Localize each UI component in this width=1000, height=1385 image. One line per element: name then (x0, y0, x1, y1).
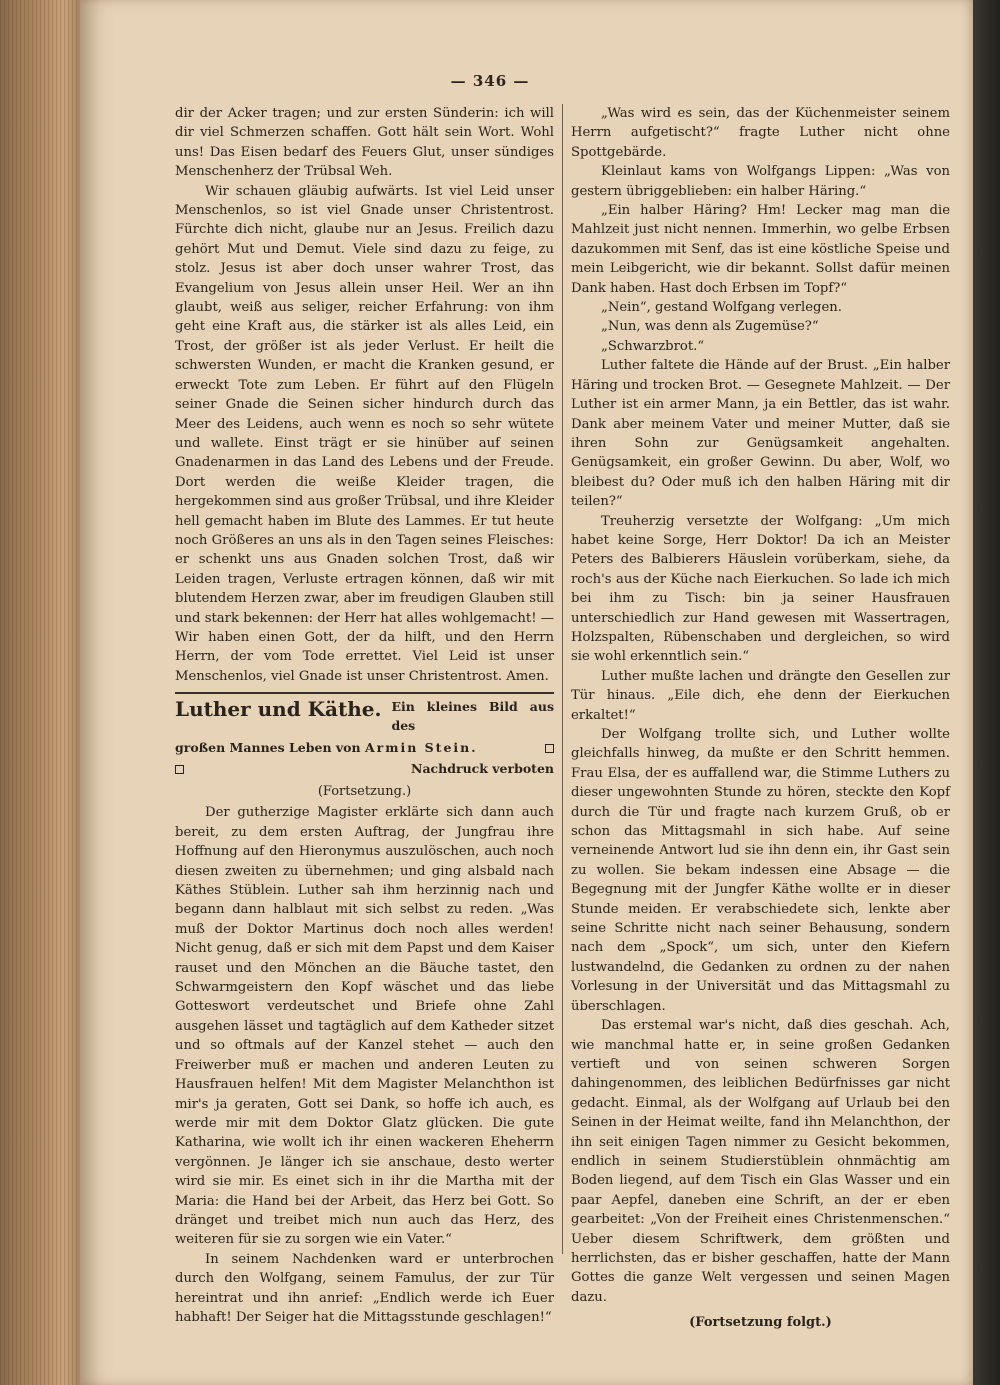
section-divider (175, 692, 554, 694)
article-paragraph: „Schwarzbrot.“ (601, 338, 705, 354)
page-edge-shadow (973, 0, 1000, 1385)
continued-notice: (Fortsetzung folgt.) (689, 1315, 832, 1331)
article-byline (175, 738, 554, 757)
article-paragraph: Das erstemal war's nicht, daß dies geschah. Ach, wie manchmal hatte er, in seine großen Gedanken vertieft und von seinen schweren Sorgen dahingenommen, des leiblichen Bedürfnisses gar nicht gedacht. Einmal, als der Wolfgang auf Urlaub bei den Seinen in der Heimat weilte, fand ihn Melanchthon, der ihn seit einigen Tagen nimmer zu Gesicht bekommen, endlich in seinem Studierstüblein ohnmächtig am Boden liegend, auf dem Tisch ein Glas Wasser und ein paar Aepfel, daneben eine Schrift, an der er eben gearbeitet: „Von der Freiheit eines Christenmenschen.“ Ueber diesem Schriftwerk, dem größten und herrlichsten, das er bisher geschaffen, hatte der Mann Gottes die ganze Welt vergessen und seinen Magen dazu. (571, 1018, 950, 1305)
article-paragraph: „Nun, was denn als Zugemüse?“ (601, 319, 819, 335)
article-paragraph: Luther mußte lachen und drängte den Gesellen zur Tür hinaus. „Eile dich, ehe denn der Eierkuchen erkaltet!“ (571, 668, 950, 723)
page-number: — 346 — (450, 72, 530, 90)
article-paragraph: „Nein“, gestand Wolfgang verlegen. (601, 300, 842, 316)
article-paragraph: „Was wird es sein, das der Küchenmeister seinem Herrn aufgetischt?“ fragte Luther nicht ohne Spottgebärde. (571, 106, 950, 160)
article-title: Luther und Käthe. (175, 698, 382, 722)
article-paragraph: Der gutherzige Magister erklärte sich dann auch bereit, zu dem ersten Auftrag, der Jungfrau ihre Hoffnung auf den Hieronymus auszulöschen, auch noch diesen zweiten zu übernehmen; und ging alsbald nach Käthes Stüblein. Luther sah ihm herzinnig nach und begann dann halblaut mit sich selbst zu reden. „Was muß der Doktor Martinus doch noch alles werden! Nicht genug, daß er sich mit dem Papst und dem Kaiser rauset und den Mönchen an die Bäuche tastet, den Schwarmgeistern den Kopf wäschet und das liebe Gotteswort verdeutschet und Briefe ohne Zahl ausgehen lässet und tagtäglich auf dem Katheder sitzet und so oftmals auf der Kanzel stehet — auch den Freiwerber muß er machen und anderen Leuten zu Hausfrauen helfen! Mit dem Magister Melanchthon ist mir's ja geraten, Gott sei Dank, so hoffe ich auch, es werde mir mit dem Doktor Glatz glücken. Die gute Katharina, wie wollt ich ihr einen wackeren Eheherrn vergönnen. Je länger ich sie anschaue, desto werter wird sie mir. Es einet sich in ihr die Martha mit der Maria: die Hand bei der Arbeit, das Herz bei Gott. So dränget und treibet mich nun auch das Herz, des weiteren für sie zu sorgen wie ein Vater.“ (175, 805, 554, 1248)
column-divider (562, 104, 563, 1254)
continuation-label: (Fortsetzung.) (317, 784, 412, 799)
left-column (175, 104, 554, 1327)
sermon-paragraph: dir der Acker tragen; und zur ersten Sünderin: ich will dir viel Schmerzen schaffen. Gott hält sein Wort. Wohl uns! Das Eisen bedarf des Feuers Glut, unser sündiges Menschenherz der Trübsal Weh. (175, 106, 554, 180)
article-paragraph: Kleinlaut kams von Wolfgangs Lippen: „Was von gestern übriggeblieben: ein halber Häring.“ (571, 164, 950, 199)
article-paragraph: In seinem Nachdenken ward er unterbrochen durch den Wolfgang, seinem Famulus, der zur Tür hereintrat und ihn anrief: „Endlich werde ich Euer habhaft! Der Seiger hat die Mittagsstunde geschlagen!“ (175, 1251, 554, 1325)
article-subtitle-continued: großen Mannes Leben von (175, 740, 361, 756)
sermon-paragraph: Wir schauen gläubig aufwärts. Ist viel Leid unser Menschenlos, so ist viel Gnade unser Christentrost. Fürchte dich nicht, glaube nur an Jesus. Freilich dazu gehört Mut und Demut. Viele sind dazu zu feige, zu stolz. Jesus ist aber doch unser wahrer Trost, das Evangelium von Jesus allein unser Heil. Wer an ihn glaubt, weiß aus seliger, reicher Erfahrung: von ihm geht eine Kraft aus, die stärker ist als alles Leid, ein Trost, der größer ist als jeder Verlust. Er heilt die schwersten Wunden, er macht die Kranken gesund, er erweckt Tote zum Leben. Er führt auf den Flügeln seiner Gnade die Seinen sicher hindurch durch das Meer des Leidens, auch wenn es noch so sehr wütete und wallete. Einst trägt er sie hinüber auf seinen Gnadenarmen in das Land des Lebens und der Freude. Dort werden die weiße Kleider tragen, die hergekommen sind aus großer Trübsal, und ihre Kleider hell gemacht haben im Blute des Lammes. Er tut heute noch Größeres an uns als in den Tagen seines Fleisches: er schenkt uns aus Gnaden solchen Trost, daß wir Leiden tragen, Verluste ertragen können, daß wir mit blutendem Herzen zwar, aber im freudigen Glauben still und stark bekennen: der Herr hat alles wohlgemacht! — Wir haben einen Gott, der da hilft, und den Herrn Herrn, der vom Tode errettet. Viel Leid ist unser Menschenlos, viel Gnade ist unser Christentrost. Amen. (175, 183, 554, 684)
article-paragraph: Luther faltete die Hände auf der Brust. „Ein halber Häring und trocken Brot. — Gesegnete Mahlzeit. — Der Luther ist ein armer Mann, ja ein Bettler, das ist wahr. Dank aber meinem Vater und meiner Mutter, daß sie ihren Sohn zur Genügsamkeit angehalten. Genügsamkeit, ein großer Gewinn. Du aber, Wolf, wo bleibest du? Oder muß ich den halben Häring mit dir teilen?“ (571, 358, 950, 510)
reprint-notice: Nachdruck verboten (411, 760, 554, 776)
article-paragraph: Treuherzig versetzte der Wolfgang: „Um mich habet keine Sorge, Herr Doktor! Da ich an Meister Peters des Balbierers Häuslein vorüberkam, siehe, da roch's aus der Küche nach Eierkuchen. So lade ich mich bei ihm zu Tisch: bin ja seiner Hausfrauen unterschiedlich zur Hand gewesen mit Wassertragen, Holzspalten, Rübenschaben und dergleichen, so wird sie wohl erkenntlich sein.“ (571, 513, 950, 665)
article-author: Armin Stein. (364, 740, 478, 756)
square-ornament-icon (545, 744, 554, 753)
right-column (571, 104, 950, 1333)
book-spine (0, 0, 80, 1385)
article-notice-row (175, 759, 554, 778)
article-subtitle: Ein kleines Bild aus des (391, 699, 554, 734)
article-paragraph: „Ein halber Häring? Hm! Lecker mag man die Mahlzeit just nicht nennen. Immerhin, wo gelbe Erbsen dazukommen mit Senf, das ist eine köstliche Speise und mein Leibgericht, wie dir bekannt. Sollst dafür meinen Dank haben. Hast doch Erbsen im Topf?“ (571, 203, 950, 296)
square-ornament-icon (175, 765, 184, 774)
article-header (175, 698, 554, 736)
article-paragraph: Der Wolfgang trollte sich, und Luther wollte gleichfalls hinweg, da mußte er den Schritt hemmen. Frau Elsa, der es auffallend war, die Stimme Luthers zu dieser ungewohnten Stunde zu hören, steckte den Kopf durch die Tür und fragte nach kurzem Gruß, ob er schon das Mittagsmahl in sich habe. Auf seine verneinende Antwort lud sie ihn denn ein, ihr Gast sein zu wollen. Sie bekam indessen eine Absage — die Begegnung mit der Jungfer Käthe wollte er in dieser Stunde meiden. Er verabschiedete sich, lenkte aber seine Schritte nicht nach seiner Behausung, sondern nach dem „Spock“, um sich, unter den Kiefern lustwandelnd, die Gedanken zu ordnen zu der nahen Vorlesung in der Universität und das Mittagsmahl zu überschlagen. (571, 727, 950, 1014)
